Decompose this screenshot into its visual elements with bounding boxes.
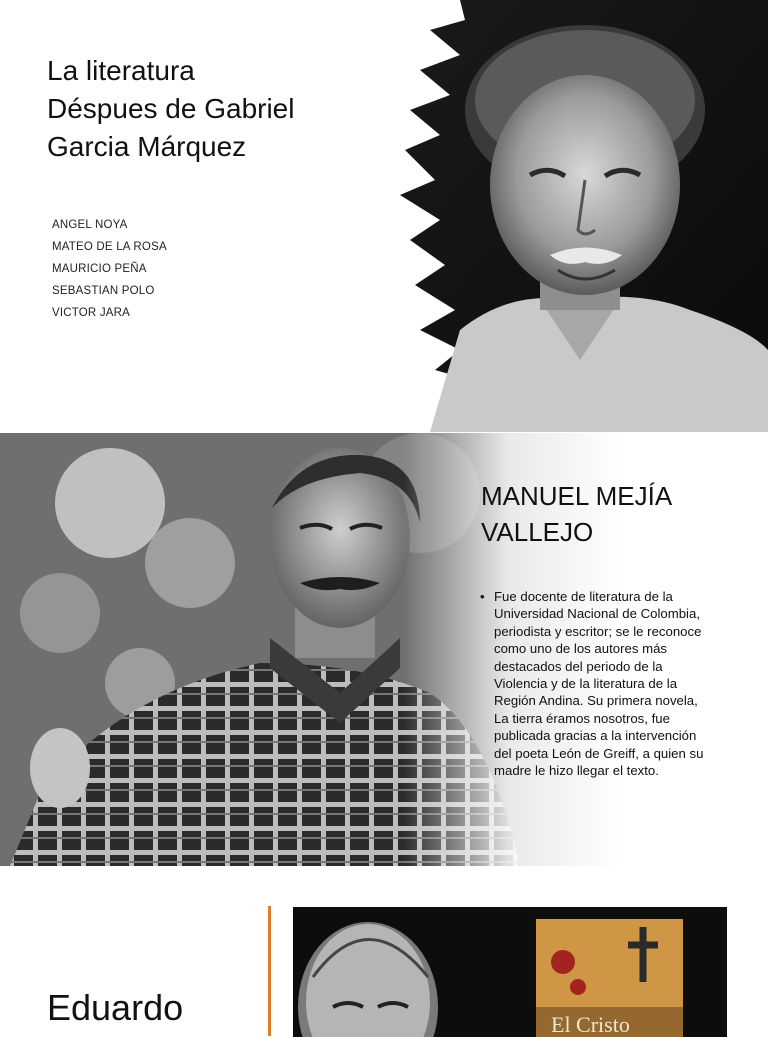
title-slide xyxy=(0,0,768,432)
author-name: SEBASTIAN POLO xyxy=(52,285,155,297)
author-name: VICTOR JARA xyxy=(52,307,131,319)
author-slide-mejia-vallejo xyxy=(0,433,768,866)
accent-divider xyxy=(268,906,271,1036)
author-name-heading: Eduardo xyxy=(47,987,184,1028)
author-list xyxy=(52,214,167,324)
author-name: MATEO DE LA ROSA xyxy=(52,241,167,253)
author-bio-bullet xyxy=(481,588,713,779)
presentation-title: La literatura Déspues de Gabriel Garcia Márquez xyxy=(47,55,295,162)
author-slide-eduardo xyxy=(0,866,768,1037)
author-bio-text: Fue docente de literatura de la Universidad Nacional de Colombia, periodista y escritor; se le reconoce como uno de los autores más destacados del periodo de la Violencia y de la literatura de la Región Andina. Su primera novela, La tierra éramos nosotros, fue publicada gracias a la intervención del poeta León de Greiff, a quien su madre le hizo llegar el texto. xyxy=(494,589,704,779)
gabriel-garcia-marquez-photo xyxy=(390,0,768,432)
eduardo-photo-and-book-cover xyxy=(293,907,727,1037)
author-name: ANGEL NOYA xyxy=(52,219,128,231)
author-heading: MANUEL MEJÍA VALLEJO xyxy=(481,481,673,547)
author-name: MAURICIO PEÑA xyxy=(52,263,147,275)
book-cover-title: El Cristo xyxy=(551,1012,630,1037)
bullet-marker: • xyxy=(480,589,485,604)
